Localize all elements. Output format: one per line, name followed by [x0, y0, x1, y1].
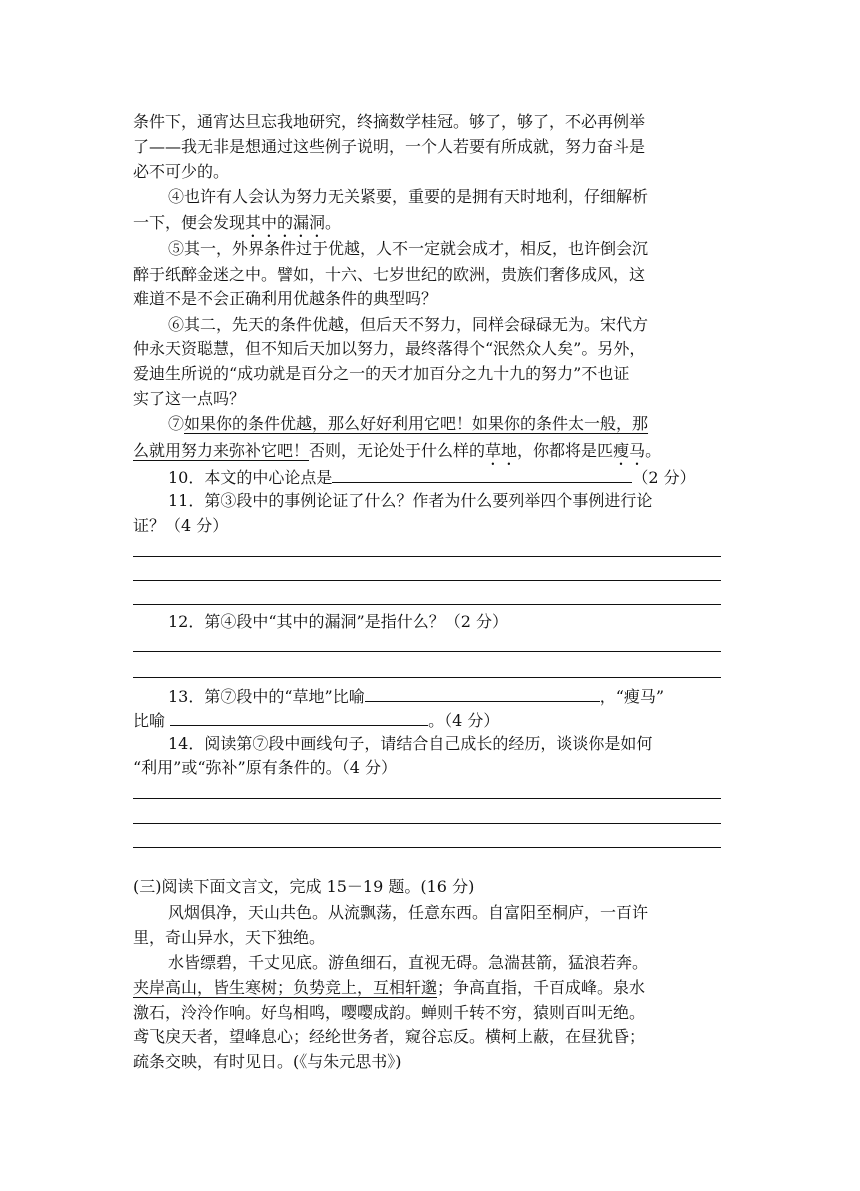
paragraph-6-line: 爱迪生所说的“成功就是百分之一的天才加百分之九十九的努力”不也证 — [133, 364, 630, 383]
question-text: 比喻 — [133, 711, 166, 730]
question-14-line: “利用”或“弥补”原有条件的。（4 分） — [133, 758, 397, 777]
question-12: 12．第④段中“其中的漏洞”是指什么？（2 分） — [168, 612, 508, 631]
answer-line[interactable] — [133, 847, 721, 848]
text-run: 一下，便会发现 — [133, 213, 246, 232]
question-text: 10．本文的中心论点是 — [168, 468, 333, 487]
classical-text-line: 里，奇山异水，天下独绝。 — [133, 928, 326, 947]
text-run: ；争高直指，千百成峰。泉水 — [437, 978, 646, 997]
classical-text-line — [133, 980, 645, 996]
answer-line[interactable] — [133, 604, 721, 605]
paragraph-5-line: ⑤其一，外界条件过于优越，人不一定就会成才，相反，也许倒会沉 — [168, 239, 649, 258]
paragraph-4-line: ④也许有人会认为努力无关紧要，重要的是拥有天时地利，仔细解析 — [168, 187, 649, 206]
paragraph-4-line — [133, 213, 341, 241]
classical-text-line: 鸢飞戾天者，望峰息心；经纶世务者，窥谷忘反。横柯上蔽，在昼犹昏； — [133, 1027, 646, 1046]
underlined-sentence: 夹岸高山，皆生寒树；负势竞上，互相轩邈 — [133, 978, 438, 997]
paragraph-5-line: 醉于纸醉金迷之中。譬如，十六、七岁世纪的欧洲，贵族们奢侈成风，这 — [133, 265, 646, 284]
question-13-line — [168, 687, 664, 705]
paragraph-6-line: ⑥其二，先天的条件优越，但后天不努力，同样会碌碌无为。宋代方 — [168, 315, 649, 334]
classical-text-line: 疏条交映，有时见日。(《与朱元思书》) — [133, 1052, 402, 1071]
paragraph-6-line: 仲永天资聪慧，但不知后天加以努力，最终落得个“泯然众人矣”。另外， — [133, 339, 646, 358]
question-text: ，“瘦马” — [599, 687, 665, 706]
paragraph-7-line — [133, 441, 661, 469]
text-run: ，你都将是匹 — [517, 441, 614, 460]
answer-line[interactable] — [133, 677, 721, 678]
score-label: （2 分） — [632, 468, 696, 487]
answer-line[interactable] — [133, 651, 721, 652]
question-10 — [168, 468, 696, 486]
paragraph-5-line: 难道不是不会正确利用优越条件的典型吗？ — [133, 289, 438, 308]
underlined-sentence: 么就用努力来弥补它吧！ — [133, 441, 310, 460]
passage-line: 条件下，通宵达旦忘我地研究，终摘数学桂冠。够了，够了，不必再例举 — [133, 112, 646, 131]
question-text: 13．第⑦段中的“草地”比喻 — [168, 687, 365, 706]
passage-line: 了——我无非是想通过这些例子说明，一个人若要有所成就，努力奋斗是 — [133, 137, 646, 156]
dotted-word-grassland: 草地 — [485, 441, 518, 460]
question-14-line: 14．阅读第⑦段中画线句子，请结合自己成长的经历，谈谈你是如何 — [168, 734, 653, 753]
text-run: ⑦ — [168, 414, 185, 433]
text-run: 否则，无论处于什么样的 — [309, 441, 486, 460]
answer-line[interactable] — [133, 823, 721, 824]
answer-line[interactable] — [133, 580, 721, 581]
classical-text-line: 激石，泠泠作响。好鸟相鸣，嘤嘤成韵。蝉则千转不穷，猿则百叫无绝。 — [133, 1003, 646, 1022]
dotted-phrase-loophole: 其中的漏洞 — [245, 213, 326, 232]
text-run: 。 — [645, 441, 662, 460]
question-11-line: 11．第③段中的事例论证了什么？作者为什么要列举四个事例进行论 — [168, 491, 653, 510]
passage-line: 必不可少的。 — [133, 162, 230, 181]
paragraph-6-line: 实了这一点吗？ — [133, 389, 246, 408]
underlined-sentence: 如果你的条件优越，那么好好利用它吧！如果你的条件太一般，那 — [184, 414, 649, 433]
dotted-word-thin-horse: 瘦马 — [613, 441, 646, 460]
paragraph-7-line — [168, 416, 648, 432]
text-run: 。 — [325, 213, 342, 232]
answer-blank[interactable] — [170, 711, 428, 726]
question-11-line: 证？（4 分） — [133, 516, 229, 535]
answer-line[interactable] — [133, 556, 721, 557]
classical-text-line: 水皆缥碧，千丈见底。游鱼细石，直视无碍。急湍甚箭，猛浪若奔。 — [168, 953, 649, 972]
score-label: 。（4 分） — [428, 711, 500, 730]
answer-line[interactable] — [133, 798, 721, 799]
question-13-line — [133, 711, 499, 729]
answer-blank[interactable] — [365, 687, 600, 702]
section-3-heading: (三)阅读下面文言文，完成 15－19 题。(16 分) — [133, 877, 475, 896]
classical-text-line: 风烟俱净，天山共色。从流飘荡，任意东西。自富阳至桐庐，一百许 — [168, 903, 649, 922]
answer-blank[interactable] — [332, 468, 632, 483]
